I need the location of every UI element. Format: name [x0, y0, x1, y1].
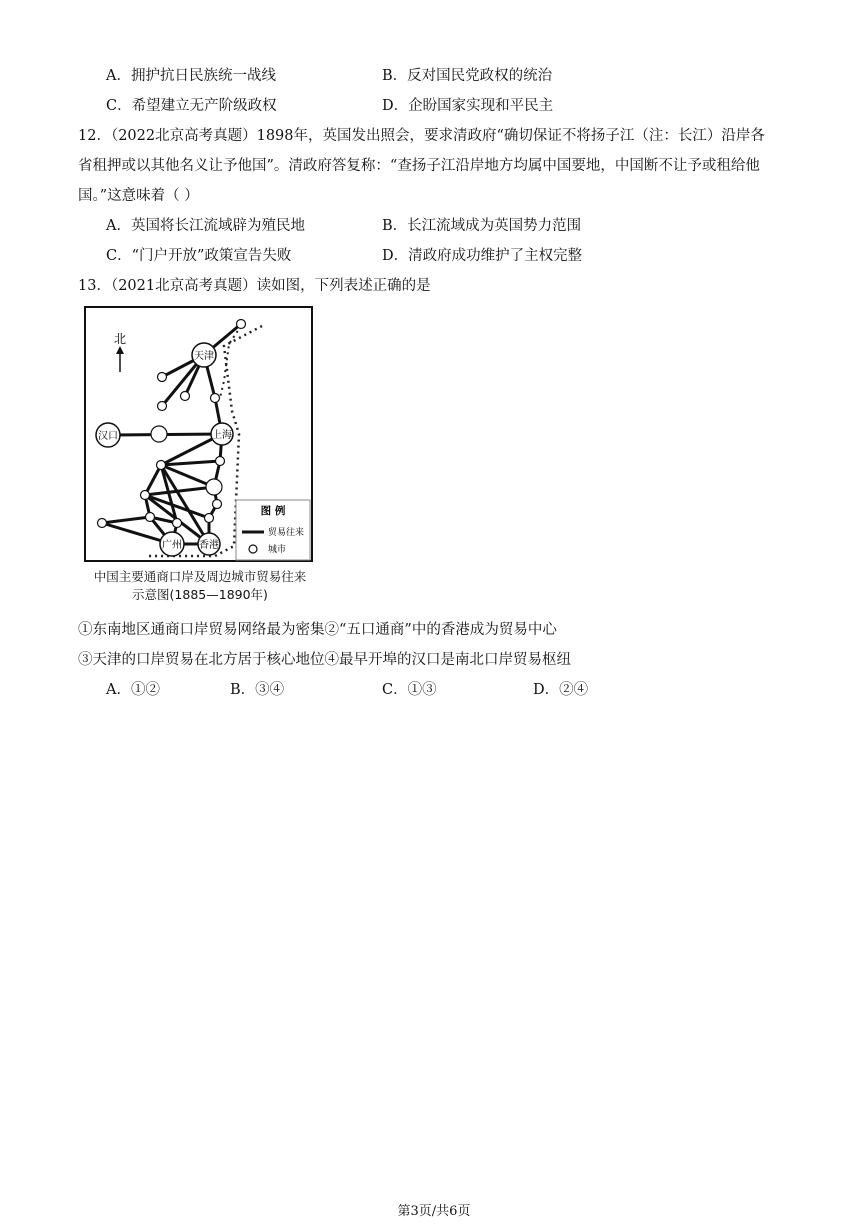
q12-stem-line3: 国。”这意味着（ ） — [78, 188, 199, 204]
q13-statement-2: ③天津的口岸贸易在北方居于核心地位④最早开埠的汉口是南北口岸贸易枢纽 — [78, 652, 571, 668]
city-dot — [157, 461, 166, 470]
city-hankou-label: 汉口 — [98, 431, 118, 442]
q12-option-c: C．“门户开放”政策宣告失败 — [106, 248, 292, 264]
q13-option-b: B．③④ — [230, 682, 285, 698]
page-footer: 第3页/共6页 — [397, 1204, 471, 1219]
map-caption-line1: 中国主要通商口岸及周边城市贸易往来 — [93, 569, 307, 584]
city-dot — [181, 392, 190, 401]
q12-stem-line2: 省租押或以其他名义让予他国”。清政府答复称：“查扬子江沿岸地方均属中国要地，中国断不让予或租给他 — [78, 158, 760, 174]
city-dot — [151, 426, 167, 442]
city-dot — [213, 500, 222, 509]
city-dot — [211, 394, 220, 403]
city-tianjin-label: 天津 — [194, 351, 214, 362]
q11-option-c: C．希望建立无产阶级政权 — [106, 98, 277, 114]
city-dot — [158, 402, 167, 411]
city-guangzhou-label: 广州 — [162, 540, 182, 551]
q12-option-d: D．清政府成功维护了主权完整 — [382, 248, 583, 264]
q13-statement-1: ①东南地区通商口岸贸易网络最为密集②“五口通商”中的香港成为贸易中心 — [78, 622, 557, 638]
city-dot — [146, 513, 155, 522]
legend-title: 图 例 — [260, 505, 286, 517]
q13-stem: 13．（2021北京高考真题）读如图，下列表述正确的是 — [78, 278, 431, 294]
north-label: 北 — [113, 332, 127, 346]
city-dot — [216, 457, 225, 466]
city-dot — [173, 519, 182, 528]
q11-option-d: D．企盼国家实现和平民主 — [382, 98, 554, 114]
city-hongkong-label: 香港 — [199, 540, 219, 551]
q12-stem-line1: 12．（2022北京高考真题）1898年，英国发出照会，要求清政府“确切保证不将扬子江（注：长江）沿岸各 — [78, 128, 765, 144]
trade-map-figure — [84, 306, 314, 564]
legend-city-label: 城市 — [268, 545, 287, 555]
city-dot — [206, 479, 222, 495]
city-dot — [158, 373, 167, 382]
q11-option-b: B．反对国民党政权的统治 — [382, 68, 553, 84]
map-legend — [236, 500, 310, 560]
q13-option-c: C．①③ — [382, 682, 437, 698]
q12-option-b: B．长江流域成为英国势力范围 — [382, 218, 582, 234]
map-caption-line2: 示意图(1885—1890年) — [132, 587, 268, 602]
legend-city-icon — [249, 545, 257, 553]
q13-option-a: A．①② — [106, 682, 160, 698]
city-dot — [141, 491, 150, 500]
q12-option-a: A．英国将长江流域辟为殖民地 — [106, 218, 305, 234]
legend-trade-label: 贸易往来 — [268, 528, 305, 538]
city-dot — [205, 514, 214, 523]
q11-option-a: A．拥护抗日民族统一战线 — [106, 68, 276, 84]
city-dot — [237, 320, 246, 329]
q13-option-d: D．②④ — [533, 682, 589, 698]
city-shanghai-label: 上海 — [212, 430, 232, 441]
city-dot — [98, 519, 107, 528]
